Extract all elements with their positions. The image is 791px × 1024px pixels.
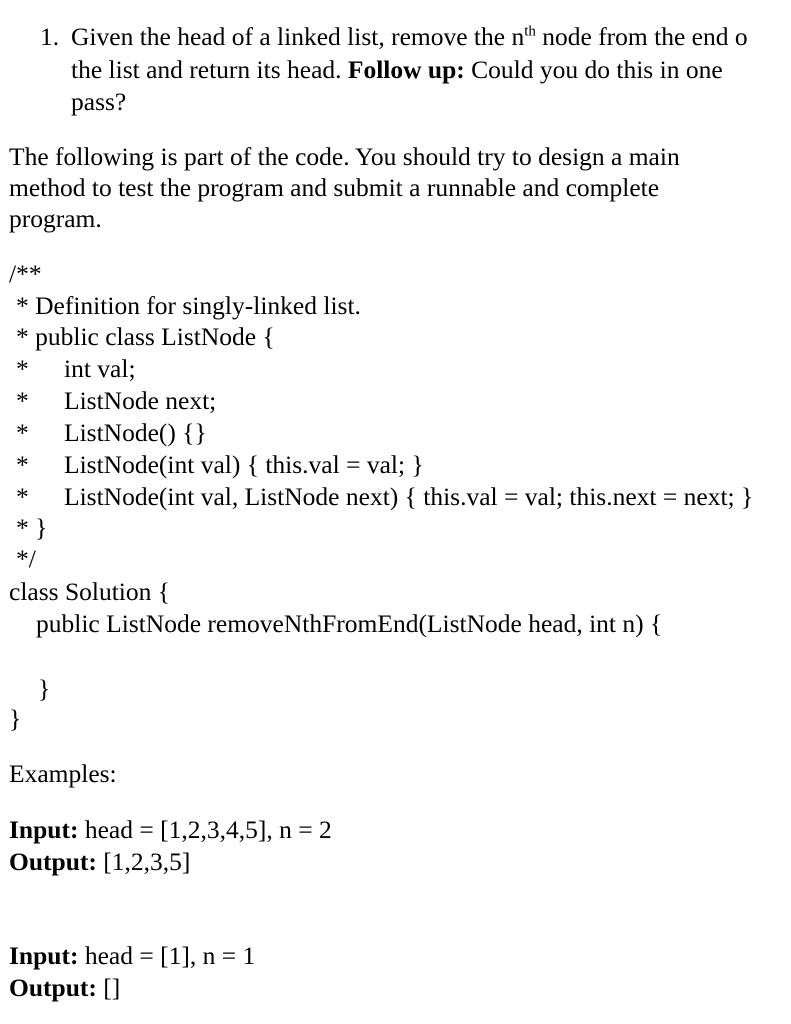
question-line-2 — [71, 54, 723, 85]
superscript-th: th — [524, 23, 536, 40]
question-number: 1. — [40, 22, 60, 51]
output-label: Output: — [9, 847, 97, 876]
follow-up-label: Follow up: — [347, 55, 465, 84]
output-value: [] — [96, 973, 121, 1002]
question-line-1 — [71, 21, 748, 52]
instructions-line-1: The following is part of the code. You should try to design a main — [9, 142, 680, 171]
output-value: [1,2,3,5] — [96, 847, 191, 876]
class-declaration: class Solution { — [9, 577, 170, 606]
example-1-input — [9, 814, 332, 845]
class-close-brace: } — [9, 704, 22, 733]
output-label: Output: — [9, 973, 97, 1002]
question-line-1-tail: node from the end o — [535, 22, 748, 51]
constructor-val-next: ListNode(int val, ListNode next) { this.val = val; this.next = next; } — [64, 482, 754, 511]
doc-star: * — [16, 450, 29, 479]
instructions-line-3: program. — [9, 204, 102, 233]
examples-heading: Examples: — [9, 759, 117, 788]
doc-star: * — [16, 482, 29, 511]
input-value: head = [1], n = 1 — [78, 941, 256, 970]
doc-star: * — [16, 354, 29, 383]
example-2-output — [9, 972, 120, 1003]
doc-star: * — [16, 386, 29, 415]
question-line-2-tail: Could you do this in one — [464, 55, 723, 84]
doc-star: * — [16, 418, 29, 447]
doc-line-class: * public class ListNode { — [16, 322, 275, 351]
comment-open: /** — [9, 259, 42, 288]
question-line-2-text: the list and return its head. — [71, 55, 348, 84]
constructor-empty: ListNode() {} — [64, 418, 207, 447]
member-next: ListNode next; — [64, 386, 217, 415]
input-label: Input: — [9, 815, 79, 844]
example-1-output — [9, 846, 190, 877]
constructor-val: ListNode(int val) { this.val = val; } — [64, 450, 424, 479]
question-line-1-text: Given the head of a linked list, remove the n — [71, 22, 525, 51]
method-close-brace: } — [38, 674, 51, 703]
input-label: Input: — [9, 941, 79, 970]
example-2-input — [9, 940, 255, 971]
input-value: head = [1,2,3,4,5], n = 2 — [78, 815, 332, 844]
method-declaration: public ListNode removeNthFromEnd(ListNode head, int n) { — [36, 609, 663, 638]
instructions-line-2: method to test the program and submit a runnable and complete — [9, 173, 660, 202]
member-val: int val; — [64, 354, 136, 383]
doc-close-brace: * } — [16, 513, 48, 542]
comment-close: */ — [16, 544, 36, 573]
question-line-3: pass? — [71, 87, 127, 116]
doc-line-definition: * Definition for singly-linked list. — [16, 291, 361, 320]
